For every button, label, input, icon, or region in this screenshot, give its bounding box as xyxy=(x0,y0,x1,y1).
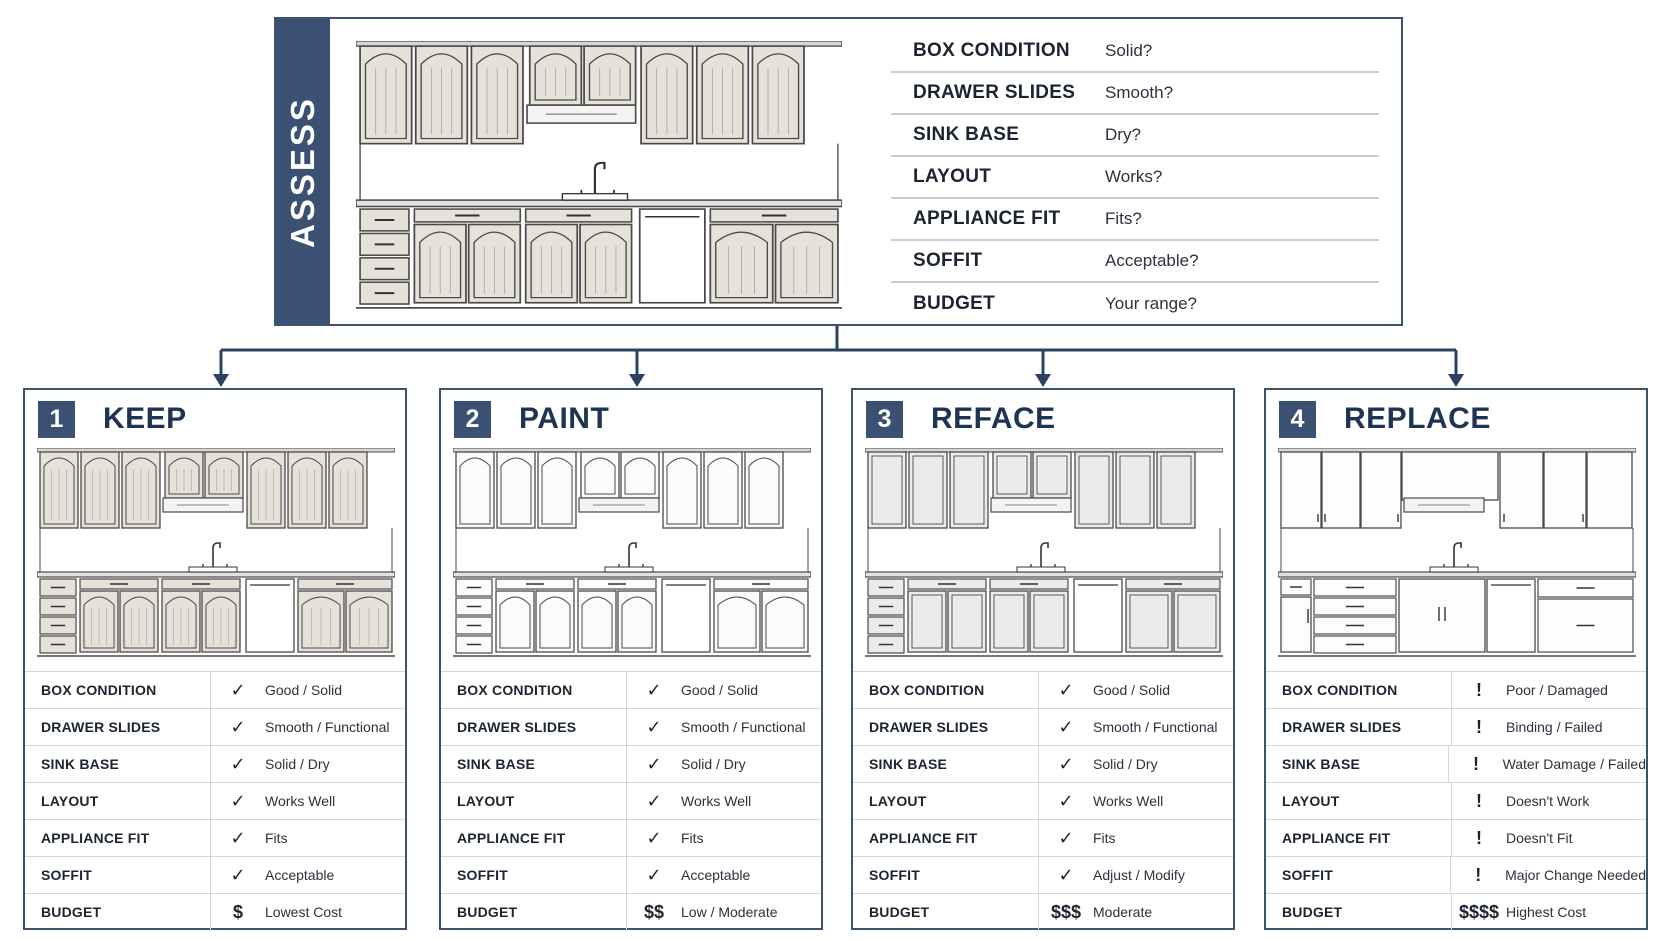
cabinet-door xyxy=(496,591,534,652)
criterion-question: Smooth? xyxy=(1105,83,1174,102)
countertop xyxy=(453,572,811,577)
warning-icon: ! xyxy=(1476,679,1482,700)
criterion-value: Smooth / Functional xyxy=(1093,719,1218,735)
cabinet-door xyxy=(1500,452,1543,528)
cabinet-door xyxy=(1157,452,1195,528)
cabinet-door xyxy=(618,591,656,652)
check-icon: ✓ xyxy=(1058,679,1074,700)
criterion-value: Good / Solid xyxy=(681,682,759,698)
cabinet-door xyxy=(745,452,783,528)
cabinet-door xyxy=(908,591,946,652)
sink xyxy=(1430,567,1478,572)
criterion-question: Fits? xyxy=(1105,209,1142,228)
cabinet-door xyxy=(1399,579,1485,652)
paint-kitchen-illustration xyxy=(453,448,811,660)
sink xyxy=(562,194,627,200)
criterion-name: BOX CONDITION xyxy=(913,40,1070,61)
check-icon: ✓ xyxy=(1058,753,1074,774)
cabinet-door xyxy=(1116,452,1154,528)
table-row xyxy=(25,819,405,856)
option-card-replace xyxy=(1264,388,1648,930)
cabinet-door xyxy=(990,591,1028,652)
table-row xyxy=(1266,893,1646,930)
table-row xyxy=(853,708,1233,745)
option-title: KEEP xyxy=(103,402,187,435)
check-icon: ✓ xyxy=(230,827,246,848)
criterion-name: DRAWER SLIDES xyxy=(441,709,627,745)
criterion-question: Acceptable? xyxy=(1105,251,1199,270)
criterion-name: BOX CONDITION xyxy=(25,672,211,708)
table-row xyxy=(25,893,405,930)
table-row xyxy=(853,671,1233,708)
criterion-value: Binding / Failed xyxy=(1506,719,1603,735)
assess-sidebar xyxy=(276,19,330,324)
assess-label: ASSESS xyxy=(284,95,321,248)
cabinet-door xyxy=(1322,452,1360,528)
check-icon: ✓ xyxy=(1058,864,1074,885)
cost-indicator: $$$ xyxy=(1050,901,1082,922)
cabinet-door xyxy=(948,591,986,652)
criterion-value: Lowest Cost xyxy=(265,904,343,920)
cabinet-door xyxy=(1544,452,1586,528)
check-icon: ✓ xyxy=(646,864,662,885)
criterion-question: Your range? xyxy=(1105,294,1198,313)
dishwasher xyxy=(640,209,705,303)
cabinet-door xyxy=(578,591,616,652)
countertop xyxy=(865,572,1223,577)
assess-kitchen-illustration xyxy=(356,41,842,313)
check-icon: ✓ xyxy=(646,827,662,848)
table-row xyxy=(441,745,821,782)
table-row xyxy=(1266,745,1646,782)
assess-criterion-row xyxy=(891,73,1379,115)
option-card-paint xyxy=(439,388,823,930)
cabinet-door xyxy=(714,591,760,652)
criterion-name: APPLIANCE FIT xyxy=(441,820,627,856)
criterion-value: Solid / Dry xyxy=(265,756,330,772)
criterion-value: Acceptable xyxy=(265,867,335,883)
dishwasher xyxy=(246,579,294,652)
sink xyxy=(1017,567,1065,572)
table-row xyxy=(853,782,1233,819)
warning-icon: ! xyxy=(1476,716,1482,737)
check-icon: ✓ xyxy=(1058,827,1074,848)
criterion-value: Smooth / Functional xyxy=(265,719,390,735)
criterion-name: BUDGET xyxy=(441,894,627,930)
reface-kitchen-illustration xyxy=(865,448,1223,660)
dishwasher xyxy=(1074,579,1122,652)
cost-indicator: $$ xyxy=(643,901,665,922)
criterion-name: LAYOUT xyxy=(853,783,1039,819)
table-row xyxy=(441,819,821,856)
criterion-name: LAYOUT xyxy=(25,783,211,819)
table-row xyxy=(1266,708,1646,745)
criterion-name: BUDGET xyxy=(1266,894,1452,930)
criterion-value: Doesn't Work xyxy=(1506,793,1590,809)
criterion-name: BOX CONDITION xyxy=(1266,672,1452,708)
criterion-name: DRAWER SLIDES xyxy=(913,82,1076,103)
criterion-name: SINK BASE xyxy=(853,746,1039,782)
table-row xyxy=(441,671,821,708)
replace-kitchen-illustration xyxy=(1278,448,1636,660)
criterion-name: APPLIANCE FIT xyxy=(853,820,1039,856)
check-icon: ✓ xyxy=(230,753,246,774)
criterion-name: SOFFIT xyxy=(853,857,1039,893)
warning-icon: ! xyxy=(1472,753,1479,774)
keep-kitchen-illustration xyxy=(37,448,395,660)
cabinet-door xyxy=(909,452,947,528)
assess-panel xyxy=(274,17,1403,326)
assess-criterion-row xyxy=(891,115,1379,157)
table-row xyxy=(853,819,1233,856)
keep-criteria-table xyxy=(25,671,405,930)
countertop xyxy=(356,200,842,206)
criterion-value: Adjust / Modify xyxy=(1093,867,1185,883)
cabinet-door xyxy=(762,591,808,652)
table-row xyxy=(853,745,1233,782)
cost-indicator: $ xyxy=(232,901,243,922)
check-icon: ✓ xyxy=(646,790,662,811)
dishwasher xyxy=(1487,579,1535,652)
cabinet-door xyxy=(536,591,574,652)
option-number-badge: 1 xyxy=(38,401,75,438)
check-icon: ✓ xyxy=(230,790,246,811)
cabinet-door xyxy=(868,452,906,528)
criterion-name: LAYOUT xyxy=(913,166,992,187)
table-row xyxy=(441,893,821,930)
reface-criteria-table xyxy=(853,671,1233,930)
check-icon: ✓ xyxy=(1058,790,1074,811)
warning-icon: ! xyxy=(1476,827,1482,848)
cabinet-door xyxy=(497,452,535,528)
cabinet-door xyxy=(1126,591,1172,652)
criterion-value: Acceptable xyxy=(681,867,751,883)
criterion-question: Solid? xyxy=(1105,41,1153,60)
table-row xyxy=(25,782,405,819)
cabinet-door xyxy=(1587,452,1632,528)
criterion-name: BOX CONDITION xyxy=(853,672,1039,708)
assess-criterion-row xyxy=(891,283,1379,325)
cabinet-door xyxy=(1281,452,1321,528)
option-card-reface xyxy=(851,388,1235,930)
criterion-value: Smooth / Functional xyxy=(681,719,806,735)
criterion-name: SINK BASE xyxy=(25,746,211,782)
sink xyxy=(189,567,237,572)
table-row xyxy=(853,893,1233,930)
table-row xyxy=(1266,856,1646,893)
table-row xyxy=(25,745,405,782)
criterion-value: Good / Solid xyxy=(265,682,343,698)
criterion-value: Fits xyxy=(265,830,288,846)
criterion-name: SINK BASE xyxy=(1266,746,1449,782)
table-row xyxy=(441,856,821,893)
criterion-name: SINK BASE xyxy=(913,124,1020,145)
table-row xyxy=(441,782,821,819)
criterion-name: BUDGET xyxy=(853,894,1039,930)
table-row xyxy=(1266,782,1646,819)
criterion-name: BOX CONDITION xyxy=(441,672,627,708)
option-title: REFACE xyxy=(931,402,1056,435)
cabinet-door xyxy=(1402,452,1498,500)
criterion-name: SOFFIT xyxy=(1266,857,1451,893)
criterion-value: Solid / Dry xyxy=(1093,756,1158,772)
table-row xyxy=(1266,671,1646,708)
option-title: REPLACE xyxy=(1344,402,1491,435)
criterion-value: Highest Cost xyxy=(1506,904,1587,920)
cabinet-door xyxy=(993,452,1031,498)
cabinet-door xyxy=(1361,452,1401,528)
cabinet-door xyxy=(1033,452,1071,498)
cabinet-door xyxy=(538,452,576,528)
criterion-value: Works Well xyxy=(681,793,752,809)
criterion-value: Low / Moderate xyxy=(681,904,778,920)
paint-criteria-table xyxy=(441,671,821,930)
criterion-name: APPLIANCE FIT xyxy=(25,820,211,856)
cabinet-door xyxy=(581,452,619,498)
criterion-name: LAYOUT xyxy=(441,783,627,819)
criterion-value: Doesn't Fit xyxy=(1506,830,1573,846)
option-number-badge: 4 xyxy=(1279,401,1316,438)
table-row xyxy=(441,708,821,745)
check-icon: ✓ xyxy=(646,679,662,700)
criterion-question: Dry? xyxy=(1105,125,1141,144)
table-row xyxy=(25,708,405,745)
option-title: PAINT xyxy=(519,402,610,435)
check-icon: ✓ xyxy=(646,753,662,774)
cabinet-door xyxy=(1030,591,1068,652)
cabinet-door xyxy=(1281,597,1311,652)
criterion-value: Fits xyxy=(681,830,704,846)
criterion-value: Works Well xyxy=(265,793,336,809)
criterion-value: Works Well xyxy=(1093,793,1164,809)
criterion-value: Poor / Damaged xyxy=(1506,682,1608,698)
check-icon: ✓ xyxy=(1058,716,1074,737)
cabinet-door xyxy=(704,452,742,528)
cabinet-door xyxy=(621,452,659,498)
cabinet-door xyxy=(1075,452,1113,528)
check-icon: ✓ xyxy=(646,716,662,737)
table-row xyxy=(25,856,405,893)
option-number-badge: 3 xyxy=(866,401,903,438)
warning-icon: ! xyxy=(1476,790,1482,811)
assess-criterion-row xyxy=(891,157,1379,199)
criterion-value: Fits xyxy=(1093,830,1116,846)
sink xyxy=(605,567,653,572)
check-icon: ✓ xyxy=(230,679,246,700)
criterion-question: Works? xyxy=(1105,167,1163,186)
table-row xyxy=(1266,819,1646,856)
check-icon: ✓ xyxy=(230,864,246,885)
criterion-name: APPLIANCE FIT xyxy=(913,208,1061,229)
criterion-name: SOFFIT xyxy=(441,857,627,893)
criterion-name: DRAWER SLIDES xyxy=(853,709,1039,745)
replace-criteria-table xyxy=(1266,671,1646,930)
criterion-name: BUDGET xyxy=(25,894,211,930)
check-icon: ✓ xyxy=(230,716,246,737)
criterion-name: APPLIANCE FIT xyxy=(1266,820,1452,856)
criterion-name: DRAWER SLIDES xyxy=(25,709,211,745)
assess-criterion-row xyxy=(891,199,1379,241)
countertop xyxy=(37,572,395,577)
assess-criterion-row xyxy=(891,241,1379,283)
warning-icon: ! xyxy=(1475,864,1482,885)
cabinet-door xyxy=(950,452,988,528)
table-row xyxy=(25,671,405,708)
criterion-value: Good / Solid xyxy=(1093,682,1171,698)
criterion-name: BUDGET xyxy=(913,293,996,314)
cabinet-door xyxy=(1174,591,1220,652)
criterion-value: Moderate xyxy=(1093,904,1153,920)
cost-indicator: $$$$ xyxy=(1458,901,1500,922)
option-card-keep xyxy=(23,388,407,930)
table-row xyxy=(853,856,1233,893)
criterion-name: LAYOUT xyxy=(1266,783,1452,819)
criterion-value: Major Change Needed xyxy=(1505,867,1646,883)
criterion-name: SINK BASE xyxy=(441,746,627,782)
countertop xyxy=(1278,572,1636,577)
criterion-value: Solid / Dry xyxy=(681,756,746,772)
cabinet-door xyxy=(663,452,701,528)
cabinet-door xyxy=(456,452,494,528)
criterion-name: SOFFIT xyxy=(25,857,211,893)
criterion-name: DRAWER SLIDES xyxy=(1266,709,1452,745)
dishwasher xyxy=(662,579,710,652)
assess-criterion-row xyxy=(891,31,1379,73)
option-number-badge: 2 xyxy=(454,401,491,438)
criterion-name: SOFFIT xyxy=(913,250,983,271)
assess-criteria-list xyxy=(891,31,1379,325)
criterion-value: Water Damage / Failed xyxy=(1502,756,1646,772)
